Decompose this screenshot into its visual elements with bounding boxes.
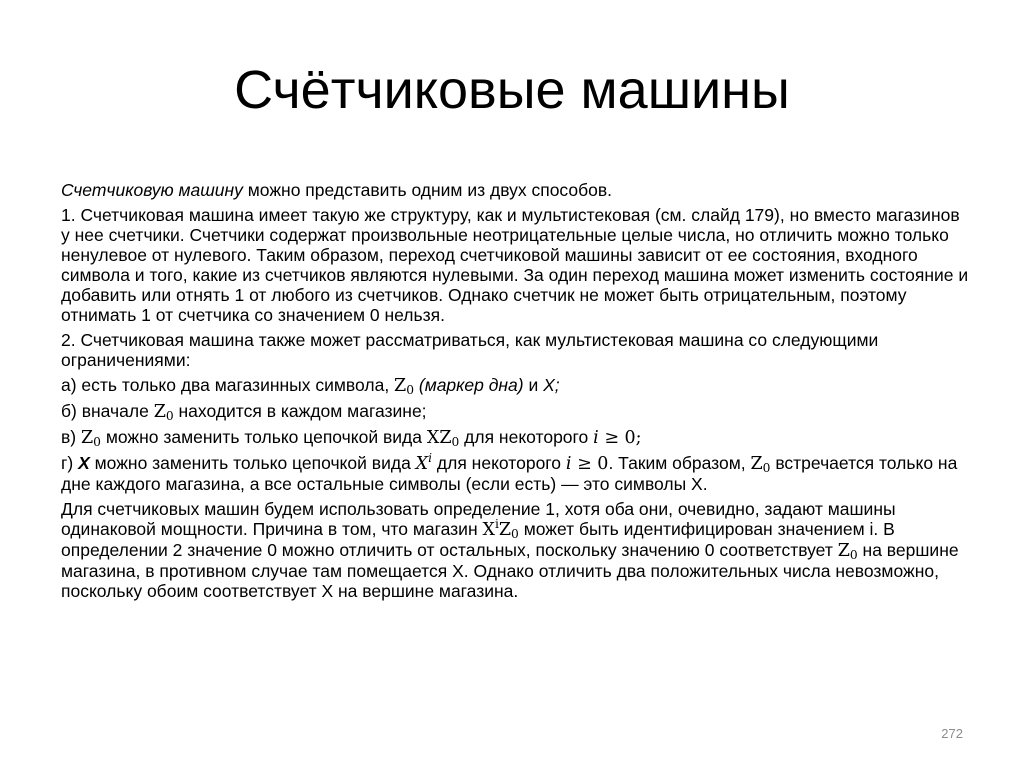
conclusion-part-1: Для счетчиковых машин будем использовать определение 1, хотя оба они, очевидно, задают машины одинаковой мощности. Причина в том, что магазин [61,499,896,539]
xz-subscript: 0 [451,435,460,449]
conclusion-part-2: может быть идентифицирован значением i. В определении 2 значение 0 можно отличить от остальных, поскольку значению 0 соответствует [61,519,895,560]
z0-symbol [154,402,174,422]
x-symbol-bold: X [78,453,90,473]
condition: ≥ 0; [598,428,642,448]
restriction-a-text: а) есть только два магазинных символа, [61,375,395,395]
conclusion-part-3: на вершине магазина, в противном случае там помещается X. Однако отличить два положительных числа невозможно, поскольку обоим соответствует X на вершине магазина. [61,540,959,601]
z0-symbol [81,428,101,448]
restriction-g-mid3: . Таким образом, [608,453,751,473]
z-letter: Z [81,428,94,448]
z0-symbol [750,454,770,474]
intro-italic: Счетчиковую машину [61,180,243,200]
restriction-a [61,375,971,396]
i-superscript: i [428,451,433,465]
restriction-g [61,453,971,494]
x-power-i [415,451,433,474]
z-letter: Z [750,454,763,474]
x-symbol: X; [543,375,560,395]
z-letter: Z [498,520,512,540]
restriction-v [61,427,971,448]
xi-z0-string [482,517,519,541]
restriction-g-mid2: для некоторого [432,453,566,473]
restriction-g-mid: можно заменить только цепочкой вида [89,453,416,473]
slide-title: Счётчиковые машины [234,60,790,120]
page-number: 272 [941,726,963,741]
z-subscript: 0 [511,527,519,541]
restriction-b-rest: находится в каждом магазине; [173,401,427,421]
restriction-v-mid2: для некоторого [459,427,594,447]
x-letter: X [415,454,429,474]
restriction-b [61,401,971,422]
restriction-b-text: б) вначале [61,401,154,421]
restriction-g-rest: встречается только на дне каждого магазина, а все остальные символы (если есть) — это символы X. [61,453,958,494]
z0-symbol [838,541,858,561]
z-letter: Z [153,402,166,422]
restriction-g-text: г) [61,453,79,473]
i-variable: i [593,428,599,448]
z0-symbol [394,376,414,396]
definition-2-paragraph: 2. Счетчиковая машина также может рассматриваться, как мультистековая машина со следующими ограничениями: [61,330,879,370]
z-subscript: 0 [93,435,101,449]
z-subscript: 0 [406,383,415,397]
slide-body [61,180,971,606]
i-variable: i [565,454,572,474]
definition-1-paragraph: 1. Счетчиковая машина имеет такую же структуру, как и мультистековая (см. слайд 179), но вместо магазинов у нее счетчики. Счетчики содержат произвольные неотрицательные целые числа, но отличить можно только ненулевое от нулевого. Таким образом, переход счетчиковой машины зависит от ее состояния, входного символа и того, какие из счетчиков являются нулевыми. За один переход машина может изменить состояние и добавить или отнять 1 от любого из счетчиков. Однако счетчик не может быть отрицательным, поэтому отнимать 1 от счетчика со значением 0 нельзя. [61,205,969,325]
intro-paragraph [61,180,971,200]
xz-letters: XZ [426,428,452,448]
z-letter: Z [837,541,850,561]
z-subscript: 0 [762,461,771,475]
x-letter: X [482,520,495,540]
restriction-v-mid: можно заменить только цепочкой вида [100,427,427,447]
conclusion-paragraph [61,499,971,601]
xz0-string [427,428,459,448]
z-subscript: 0 [849,548,858,562]
condition: ≥ 0 [571,454,609,474]
restriction-v-text: в) [61,427,81,447]
restriction-a-and: и [523,375,544,395]
bottom-marker-note: (маркер дна) [414,375,524,395]
i-superscript: i [494,517,499,531]
z-letter: Z [394,376,407,396]
intro-rest: можно представить одним из двух способов. [242,180,613,200]
z-subscript: 0 [165,409,174,423]
